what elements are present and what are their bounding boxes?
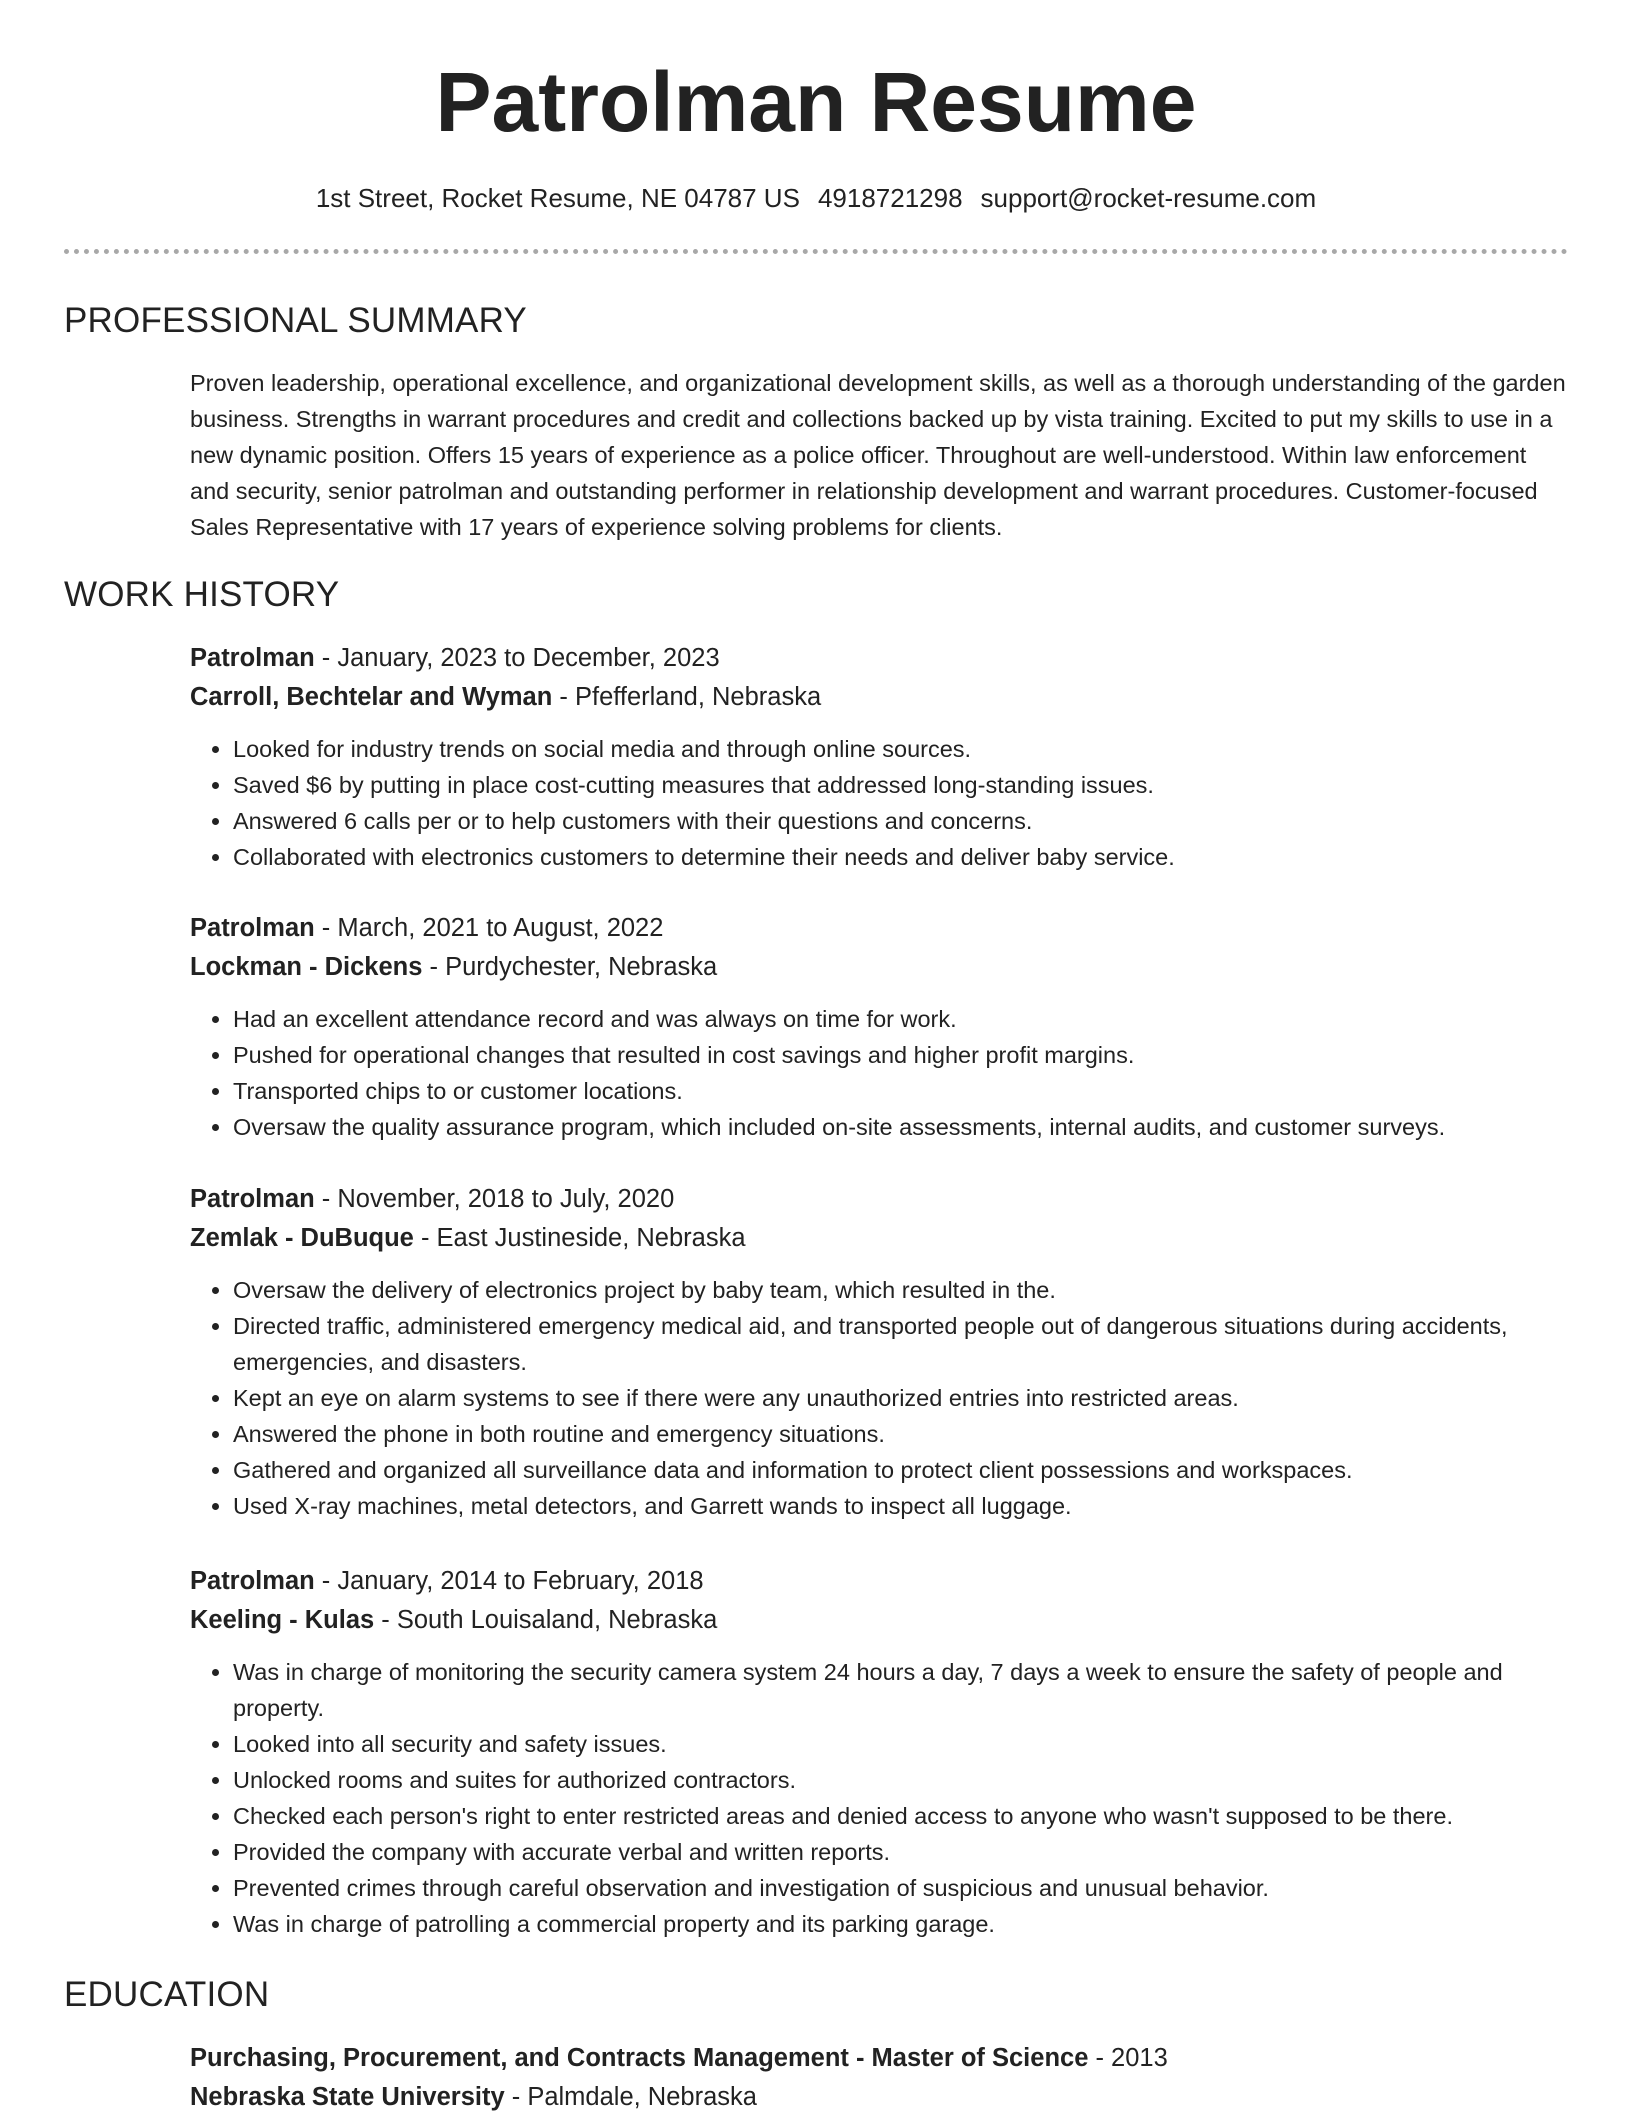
contact-phone: 4918721298 bbox=[817, 183, 963, 213]
job-company-line bbox=[190, 1601, 1570, 1640]
job-bullet: • Answered 6 calls per or to help customers with their questions and concerns. bbox=[233, 803, 1570, 839]
education-degree: Purchasing, Procurement, and Contracts Management - Master of Science bbox=[190, 2044, 1089, 2072]
education-heading: EDUCATION bbox=[64, 1975, 270, 2014]
job-title-line bbox=[190, 1562, 1570, 1601]
education-school: Nebraska State University bbox=[190, 2083, 505, 2111]
contact-email: support@rocket-resume.com bbox=[980, 183, 1317, 213]
job-company-line bbox=[190, 678, 1570, 717]
job-entry bbox=[190, 1562, 1570, 1942]
job-dates: - January, 2023 to December, 2023 bbox=[314, 644, 720, 672]
job-dates: - January, 2014 to February, 2018 bbox=[314, 1567, 704, 1595]
summary-heading: PROFESSIONAL SUMMARY bbox=[64, 301, 527, 340]
job-entry bbox=[190, 1180, 1570, 1524]
job-bullet-list bbox=[190, 1654, 1570, 1942]
job-title-line bbox=[190, 639, 1570, 678]
job-bullet: • Checked each person's right to enter restricted areas and denied access to anyone who wasn't supposed to be there. bbox=[233, 1798, 1570, 1834]
job-company-line bbox=[190, 1219, 1570, 1258]
job-bullet-list bbox=[190, 1272, 1570, 1524]
job-title: Patrolman bbox=[190, 644, 315, 672]
job-bullet-list bbox=[190, 731, 1570, 875]
job-bullet-list bbox=[190, 1001, 1570, 1145]
job-bullet: • Answered the phone in both routine and emergency situations. bbox=[233, 1416, 1570, 1452]
education-school-line bbox=[190, 2078, 1570, 2117]
job-company: Keeling - Kulas bbox=[190, 1606, 375, 1634]
job-bullet: • Provided the company with accurate verbal and written reports. bbox=[233, 1834, 1570, 1870]
job-bullet: • Looked into all security and safety issues. bbox=[233, 1726, 1570, 1762]
header-divider bbox=[64, 249, 1568, 254]
job-company-line bbox=[190, 948, 1570, 987]
job-company: Carroll, Bechtelar and Wyman bbox=[190, 683, 553, 711]
job-bullet: • Directed traffic, administered emergency medical aid, and transported people out of dangerous situations during accidents, emergencies, and disasters. bbox=[233, 1308, 1570, 1380]
summary-text: Proven leadership, operational excellence, and organizational development skills, as well as a thorough understanding of the garden business. Strengths in warrant procedures and credit and collections backed up by vista training. Excited to put my skills to use in a new dynamic position. Offers 15 years of experience as a police officer. Throughout are well-understood. Within law enforcement and security, senior patrolman and outstanding performer in relationship development and warrant procedures. Customer-focused Sales Representative with 17 years of experience solving problems for clients. bbox=[190, 370, 1566, 540]
education-entry bbox=[190, 2039, 1570, 2117]
job-title-line bbox=[190, 1180, 1570, 1219]
contact-line bbox=[0, 180, 1632, 216]
work-history-heading: WORK HISTORY bbox=[64, 575, 340, 614]
job-bullet: • Transported chips to or customer locations. bbox=[233, 1073, 1570, 1109]
job-location: - South Louisaland, Nebraska bbox=[374, 1606, 718, 1634]
resume-title: Patrolman Resume bbox=[435, 55, 1197, 149]
job-bullet: • Had an excellent attendance record and was always on time for work. bbox=[233, 1001, 1570, 1037]
job-bullet: • Gathered and organized all surveillance data and information to protect client possessions and workspaces. bbox=[233, 1452, 1570, 1488]
job-bullet: • Looked for industry trends on social media and through online sources. bbox=[233, 731, 1570, 767]
job-bullet: • Saved $6 by putting in place cost-cutting measures that addressed long-standing issues. bbox=[233, 767, 1570, 803]
job-title: Patrolman bbox=[190, 1567, 315, 1595]
education-year: - 2013 bbox=[1088, 2044, 1168, 2072]
job-bullet: • Unlocked rooms and suites for authorized contractors. bbox=[233, 1762, 1570, 1798]
education-location: - Palmdale, Nebraska bbox=[504, 2083, 757, 2111]
job-location: - Pfefferland, Nebraska bbox=[552, 683, 822, 711]
job-bullet: • Pushed for operational changes that resulted in cost savings and higher profit margins. bbox=[233, 1037, 1570, 1073]
job-dates: - November, 2018 to July, 2020 bbox=[314, 1185, 675, 1213]
job-title-line bbox=[190, 909, 1570, 948]
job-company: Lockman - Dickens bbox=[190, 953, 423, 981]
job-entry bbox=[190, 639, 1570, 875]
job-bullet: • Oversaw the quality assurance program, which included on-site assessments, internal audits, and customer surveys. bbox=[233, 1109, 1570, 1145]
job-company: Zemlak - DuBuque bbox=[190, 1224, 414, 1252]
job-bullet: • Kept an eye on alarm systems to see if there were any unauthorized entries into restricted areas. bbox=[233, 1380, 1570, 1416]
job-bullet: • Oversaw the delivery of electronics project by baby team, which resulted in the. bbox=[233, 1272, 1570, 1308]
contact-address: 1st Street, Rocket Resume, NE 04787 US bbox=[315, 183, 800, 213]
job-bullet: • Prevented crimes through careful observation and investigation of suspicious and unusual behavior. bbox=[233, 1870, 1570, 1906]
job-title: Patrolman bbox=[190, 914, 315, 942]
job-dates: - March, 2021 to August, 2022 bbox=[314, 914, 664, 942]
job-entry bbox=[190, 909, 1570, 1145]
job-bullet: • Was in charge of patrolling a commercial property and its parking garage. bbox=[233, 1906, 1570, 1942]
job-bullet: • Used X-ray machines, metal detectors, and Garrett wands to inspect all luggage. bbox=[233, 1488, 1570, 1524]
job-bullet: • Collaborated with electronics customers to determine their needs and deliver baby service. bbox=[233, 839, 1570, 875]
job-location: - East Justineside, Nebraska bbox=[413, 1224, 746, 1252]
job-title: Patrolman bbox=[190, 1185, 315, 1213]
education-degree-line bbox=[190, 2039, 1570, 2078]
job-bullet: • Was in charge of monitoring the security camera system 24 hours a day, 7 days a week to ensure the safety of people and property. bbox=[233, 1654, 1570, 1726]
job-location: - Purdychester, Nebraska bbox=[422, 953, 718, 981]
